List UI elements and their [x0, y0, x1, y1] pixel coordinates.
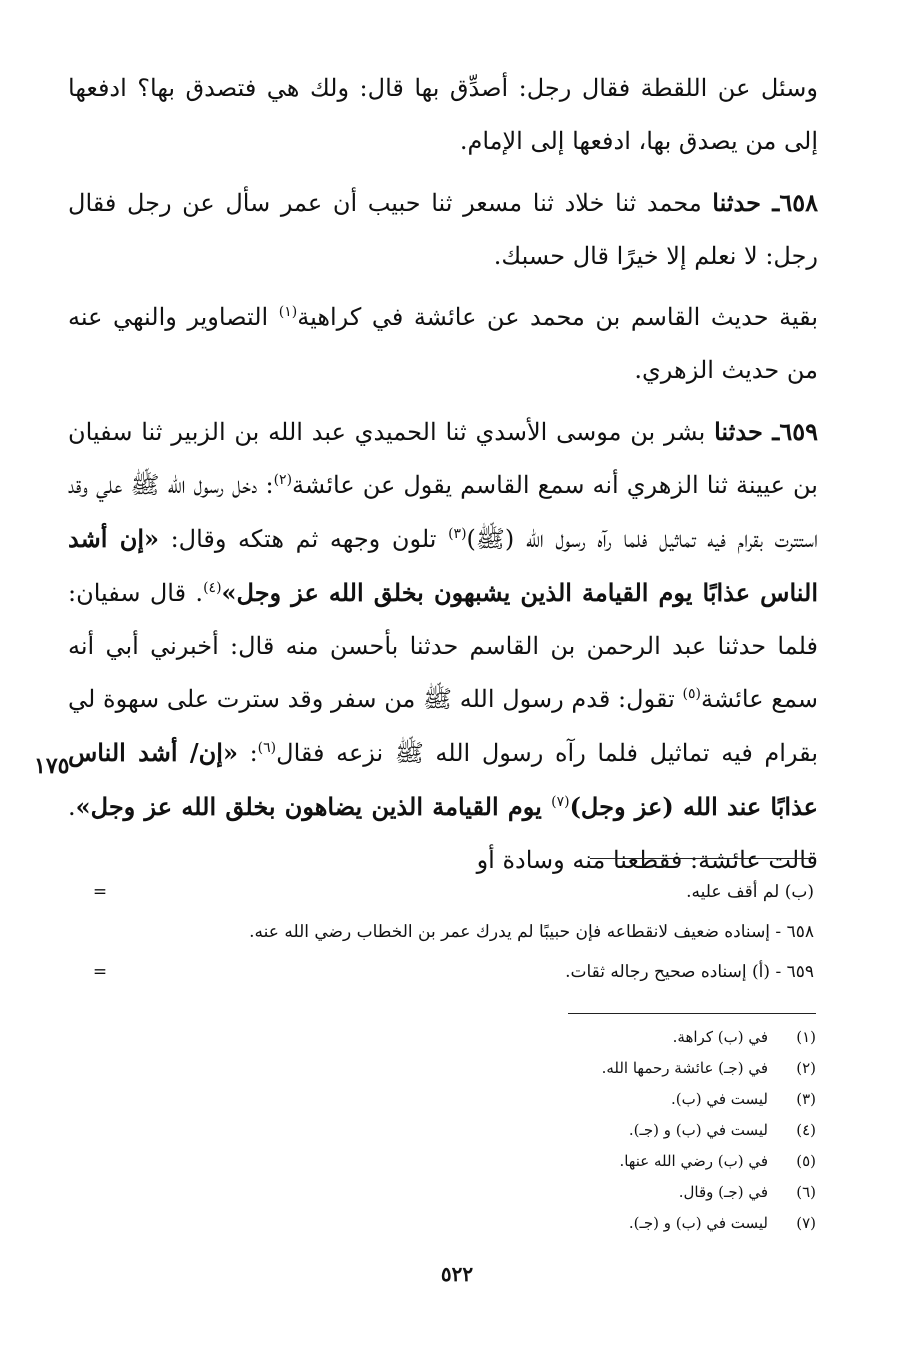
hadith-opening: ـ حدثنا: [712, 188, 780, 217]
hadith-text: :: [237, 739, 258, 767]
footnote-ref: (٤): [203, 580, 222, 596]
hadith-number: ٦٥٨: [779, 188, 818, 217]
footnote-number: (٥): [796, 1152, 816, 1170]
footnote-number: (٦): [796, 1183, 816, 1201]
footnote-number: (٢): [796, 1059, 816, 1077]
footnote-text: ليست في (ب) و (جـ).: [628, 1121, 768, 1139]
footnote-text: في (جـ) وقال.: [678, 1183, 768, 1201]
chapter-heading: [68, 291, 818, 397]
hadith-opening: ـ حدثنا: [714, 417, 780, 446]
footnotes-divider: [568, 1013, 816, 1014]
footnote-ref: (٧): [551, 794, 570, 810]
hadith-text: : دخل رسول الله ﷺ علي وقد استترت بقرام فيه تماثيل فلما رآه رسول الله (ﷺ): [68, 471, 818, 553]
footnote-number: (٤): [796, 1121, 816, 1139]
margin-page-number: ١٧٥: [34, 753, 70, 779]
footnote-text: في (جـ) عائشة رحمها الله.: [601, 1059, 768, 1077]
footnote: [486, 1084, 816, 1115]
note-row: [80, 872, 814, 912]
footnote-text: ليست في (ب) و (جـ).: [628, 1214, 768, 1232]
footnote-number: (٧): [796, 1214, 816, 1232]
note-text: (ب) لم أقف عليه.: [686, 882, 814, 902]
hadith-text: محمد ثنا خلاد ثنا مسعر ثنا حبيب أن عمر سأل عن رجل فقال رجل: لا نعلم إلا خيرًا قال حسبك.: [68, 189, 818, 270]
note-text: ٦٥٨ - إسناده ضعيف لانقطاعه فإن حبيبًا لم يدرك عمر بن الخطاب رضي الله عنه.: [249, 922, 814, 942]
footnote-ref: (١): [278, 304, 298, 320]
note-row: [80, 912, 814, 952]
footnote: [486, 1053, 816, 1084]
footnotes: [486, 1022, 816, 1239]
footnote: [486, 1208, 816, 1239]
chapter-text: التصاوير والنهي عنه من حديث الزهري.: [68, 303, 818, 384]
note-row: [80, 952, 814, 992]
footnote: [486, 1115, 816, 1146]
notes-divider: [590, 858, 816, 859]
footnote: [486, 1022, 816, 1053]
hadith-text: بشر بن موسى الأسدي ثنا الحميدي عبد الله بن الزبير ثنا سفيان بن عيينة ثنا الزهري أنه سمع القاسم يقول عن عائشة: [68, 418, 818, 499]
hadith-text: . قالت عائشة: فقطعنا منه وسادة أو: [68, 793, 818, 874]
hadith-text: . قال سفيان: فلما حدثنا عبد الرحمن بن القاسم حدثنا بأحسن منه قال: أخبرني أبي أنه سمع عائشة: [68, 579, 818, 713]
footnote: [486, 1177, 816, 1208]
note-text: ٦٥٩ - (أ) إسناده صحيح رجاله ثقات.: [565, 962, 814, 982]
footnote-ref: (٣): [448, 526, 467, 542]
chapter-text: بقية حديث القاسم بن محمد عن عائشة في كراهية: [297, 303, 819, 331]
hadith-658: [68, 176, 818, 283]
paragraph-lost-property: وسئل عن اللقطة فقال رجل: أصدِّق بها قال: ولك هي فتصدق بها؟ ادفعها إلى من يصدق بها، ادفعها إلى الإمام.: [68, 74, 818, 155]
footnote-text: ليست في (ب).: [670, 1090, 768, 1108]
footnote-number: (٣): [796, 1090, 816, 1108]
main-text: [68, 62, 818, 887]
hadith-number: ٦٥٩: [779, 417, 818, 446]
prophetic-quote: «إن أشد الناس عذابًا يوم القيامة الذين يشبهون بخلق الله عز وجل»: [68, 524, 819, 607]
page-number: ٥٢٢: [440, 1262, 474, 1286]
prophetic-quote: يوم القيامة الذين يضاهون بخلق الله عز وجل»: [75, 792, 552, 821]
hadith-text: تلون وجهه ثم هتكه وقال:: [158, 525, 449, 553]
prophetic-quote: «إن/ أشد الناس عذابًا عند الله (عز وجل): [68, 738, 818, 821]
footnote-text: في (ب) رضي الله عنها.: [619, 1152, 768, 1170]
hadith-text: تقول: قدم رسول الله ﷺ من سفر وقد سترت على سهوة لي بقرام فيه تماثيل فلما رآه رسول الله ﷺ نزعه فقال: [68, 685, 818, 767]
continuation-mark: =: [92, 962, 108, 982]
hadith-659: [68, 405, 818, 887]
continuation-mark: =: [92, 882, 108, 902]
footnote-number: (١): [796, 1028, 816, 1046]
footnote: [486, 1146, 816, 1177]
editor-notes: [80, 872, 814, 992]
footnote-ref: (٦): [257, 740, 277, 756]
footnote-ref: (٢): [273, 472, 293, 488]
footnote-ref: (٥): [682, 686, 701, 702]
footnote-text: في (ب) كراهة.: [672, 1028, 768, 1046]
